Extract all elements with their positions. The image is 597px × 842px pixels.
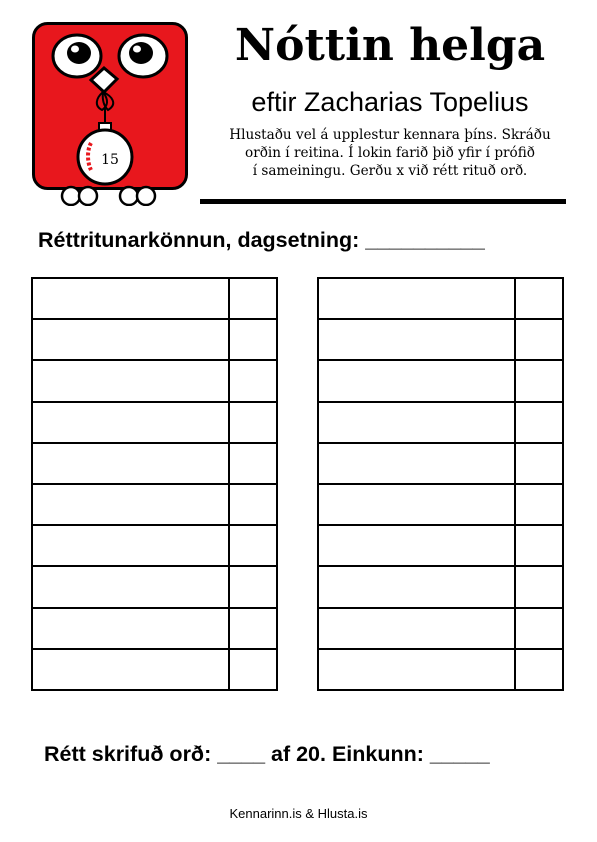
table-row [318,443,563,484]
check-cell[interactable] [515,278,563,319]
word-cell[interactable] [318,525,515,566]
word-cell[interactable] [32,278,229,319]
table-row [318,319,563,360]
instruction-line: orðin í reitina. Í lokin farið þið yfir í prófið [245,145,535,161]
check-cell[interactable] [229,319,277,360]
table-row [318,525,563,566]
table-row [318,566,563,607]
check-cell[interactable] [229,525,277,566]
page-title: Nóttin helga [234,20,546,71]
check-cell[interactable] [229,278,277,319]
table-row [32,608,277,649]
word-cell[interactable] [32,443,229,484]
check-cell[interactable] [229,402,277,443]
score-line: Rétt skrifuð orð: ____ af 20. Einkunn: _____ [44,742,490,766]
check-cell[interactable] [229,649,277,690]
table-row [318,278,563,319]
table-row [318,484,563,525]
word-cell[interactable] [32,608,229,649]
word-cell[interactable] [318,319,515,360]
word-cell[interactable] [32,402,229,443]
check-cell[interactable] [229,608,277,649]
word-cell[interactable] [318,278,515,319]
word-table-right [317,277,564,691]
table-row [32,319,277,360]
word-cell[interactable] [32,319,229,360]
check-cell[interactable] [515,402,563,443]
check-cell[interactable] [515,360,563,401]
table-row [318,608,563,649]
word-cell[interactable] [318,443,515,484]
check-cell[interactable] [229,566,277,607]
word-table-left [31,277,278,691]
owl-left-eye [53,35,101,77]
ornament-number: 15 [101,152,119,168]
word-cell[interactable] [318,402,515,443]
owl-logo [32,22,188,206]
word-cell[interactable] [318,649,515,690]
word-cell[interactable] [318,566,515,607]
table-row [318,360,563,401]
check-cell[interactable] [515,319,563,360]
instruction-line: í sameiningu. Gerðu x við rétt rituð orð. [252,163,528,179]
word-cell[interactable] [318,484,515,525]
check-cell[interactable] [515,649,563,690]
word-cell[interactable] [32,566,229,607]
test-date-heading: Réttritunarkönnun, dagsetning: __________ [38,228,485,252]
table-row [318,402,563,443]
word-cell[interactable] [32,649,229,690]
table-row [32,443,277,484]
word-cell[interactable] [32,360,229,401]
footer-credit: Kennarinn.is & Hlusta.is [229,806,368,821]
table-row [32,484,277,525]
table-row [32,278,277,319]
table-row [32,525,277,566]
header-divider [200,199,566,204]
table-row [32,402,277,443]
check-cell[interactable] [229,484,277,525]
instructions [200,126,580,180]
table-row [32,649,277,690]
word-cell[interactable] [32,484,229,525]
page-subtitle: eftir Zacharias Topelius [251,87,529,117]
check-cell[interactable] [515,525,563,566]
check-cell[interactable] [229,443,277,484]
check-cell[interactable] [229,360,277,401]
owl-right-eye [119,35,167,77]
word-cell[interactable] [32,525,229,566]
check-cell[interactable] [515,443,563,484]
table-row [32,566,277,607]
table-row [318,649,563,690]
check-cell[interactable] [515,484,563,525]
check-cell[interactable] [515,608,563,649]
word-cell[interactable] [318,608,515,649]
table-row [32,360,277,401]
check-cell[interactable] [515,566,563,607]
instruction-line: Hlustaðu vel á upplestur kennara þíns. Skráðu [229,127,551,143]
word-cell[interactable] [318,360,515,401]
